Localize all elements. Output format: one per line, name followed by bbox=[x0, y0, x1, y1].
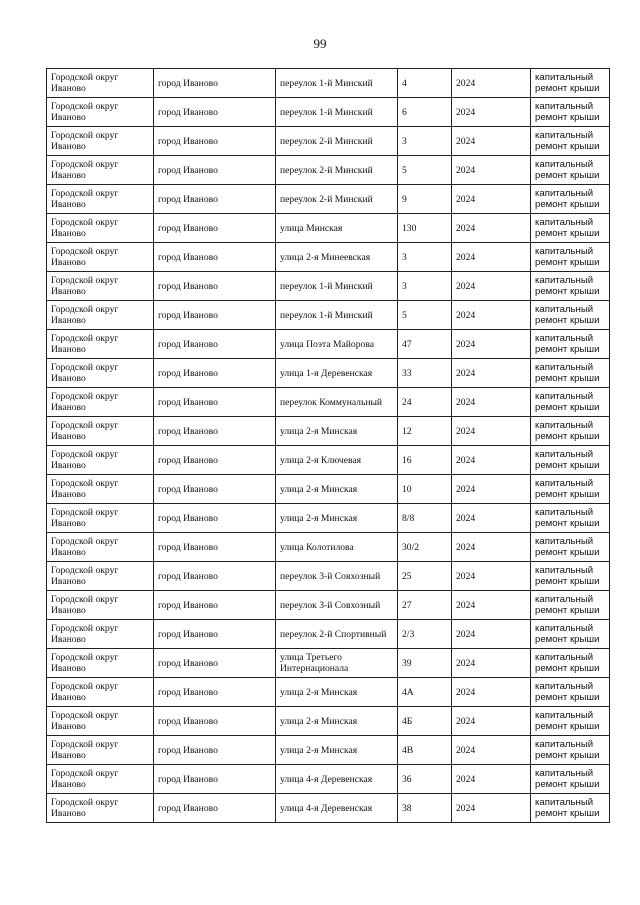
work-type-cell: капитальный ремонт крыши bbox=[531, 417, 610, 446]
city-cell: город Иваново bbox=[154, 243, 276, 272]
house-number-cell: 4 bbox=[398, 69, 452, 98]
year-cell: 2024 bbox=[452, 417, 531, 446]
street-cell: переулок 1-й Минский bbox=[276, 69, 398, 98]
table-row bbox=[47, 301, 610, 330]
house-number-cell: 47 bbox=[398, 330, 452, 359]
work-type-cell: капитальный ремонт крыши bbox=[531, 533, 610, 562]
year-cell: 2024 bbox=[452, 562, 531, 591]
house-number-cell: 39 bbox=[398, 649, 452, 678]
municipality-cell: Городской округ Иваново bbox=[47, 475, 154, 504]
repair-schedule-table bbox=[46, 68, 610, 823]
city-cell: город Иваново bbox=[154, 707, 276, 736]
work-type-cell: капитальный ремонт крыши bbox=[531, 678, 610, 707]
work-type-cell: капитальный ремонт крыши bbox=[531, 446, 610, 475]
table-row bbox=[47, 533, 610, 562]
municipality-cell: Городской округ Иваново bbox=[47, 533, 154, 562]
city-cell: город Иваново bbox=[154, 533, 276, 562]
municipality-cell: Городской округ Иваново bbox=[47, 98, 154, 127]
city-cell: город Иваново bbox=[154, 156, 276, 185]
year-cell: 2024 bbox=[452, 388, 531, 417]
house-number-cell: 130 bbox=[398, 214, 452, 243]
table-row bbox=[47, 69, 610, 98]
year-cell: 2024 bbox=[452, 736, 531, 765]
city-cell: город Иваново bbox=[154, 417, 276, 446]
street-cell: улица Поэта Майорова bbox=[276, 330, 398, 359]
work-type-cell: капитальный ремонт крыши bbox=[531, 98, 610, 127]
street-cell: переулок 1-й Минский bbox=[276, 272, 398, 301]
municipality-cell: Городской округ Иваново bbox=[47, 562, 154, 591]
municipality-cell: Городской округ Иваново bbox=[47, 620, 154, 649]
municipality-cell: Городской округ Иваново bbox=[47, 417, 154, 446]
work-type-cell: капитальный ремонт крыши bbox=[531, 272, 610, 301]
house-number-cell: 9 bbox=[398, 185, 452, 214]
year-cell: 2024 bbox=[452, 707, 531, 736]
house-number-cell: 3 bbox=[398, 243, 452, 272]
year-cell: 2024 bbox=[452, 649, 531, 678]
city-cell: город Иваново bbox=[154, 388, 276, 417]
municipality-cell: Городской округ Иваново bbox=[47, 591, 154, 620]
house-number-cell: 33 bbox=[398, 359, 452, 388]
work-type-cell: капитальный ремонт крыши bbox=[531, 794, 610, 823]
work-type-cell: капитальный ремонт крыши bbox=[531, 620, 610, 649]
table-row bbox=[47, 446, 610, 475]
street-cell: переулок 1-й Минский bbox=[276, 98, 398, 127]
city-cell: город Иваново bbox=[154, 504, 276, 533]
year-cell: 2024 bbox=[452, 533, 531, 562]
year-cell: 2024 bbox=[452, 185, 531, 214]
work-type-cell: капитальный ремонт крыши bbox=[531, 562, 610, 591]
city-cell: город Иваново bbox=[154, 69, 276, 98]
street-cell: переулок 3-й Совхозный bbox=[276, 562, 398, 591]
house-number-cell: 2/3 bbox=[398, 620, 452, 649]
city-cell: город Иваново bbox=[154, 272, 276, 301]
city-cell: город Иваново bbox=[154, 330, 276, 359]
municipality-cell: Городской округ Иваново bbox=[47, 69, 154, 98]
city-cell: город Иваново bbox=[154, 98, 276, 127]
table-row bbox=[47, 243, 610, 272]
house-number-cell: 38 bbox=[398, 794, 452, 823]
work-type-cell: капитальный ремонт крыши bbox=[531, 504, 610, 533]
city-cell: город Иваново bbox=[154, 736, 276, 765]
work-type-cell: капитальный ремонт крыши bbox=[531, 765, 610, 794]
street-cell: улица 2-я Минская bbox=[276, 475, 398, 504]
city-cell: город Иваново bbox=[154, 446, 276, 475]
year-cell: 2024 bbox=[452, 504, 531, 533]
work-type-cell: капитальный ремонт крыши bbox=[531, 707, 610, 736]
house-number-cell: 8/8 bbox=[398, 504, 452, 533]
year-cell: 2024 bbox=[452, 243, 531, 272]
municipality-cell: Городской округ Иваново bbox=[47, 504, 154, 533]
city-cell: город Иваново bbox=[154, 794, 276, 823]
city-cell: город Иваново bbox=[154, 301, 276, 330]
work-type-cell: капитальный ремонт крыши bbox=[531, 69, 610, 98]
table-row bbox=[47, 678, 610, 707]
municipality-cell: Городской округ Иваново bbox=[47, 765, 154, 794]
municipality-cell: Городской округ Иваново bbox=[47, 185, 154, 214]
street-cell: улица 4-я Деревенская bbox=[276, 794, 398, 823]
house-number-cell: 10 bbox=[398, 475, 452, 504]
city-cell: город Иваново bbox=[154, 359, 276, 388]
house-number-cell: 3 bbox=[398, 272, 452, 301]
street-cell: улица Минская bbox=[276, 214, 398, 243]
table-row bbox=[47, 765, 610, 794]
house-number-cell: 36 bbox=[398, 765, 452, 794]
page-number: 99 bbox=[313, 36, 327, 51]
house-number-cell: 5 bbox=[398, 301, 452, 330]
year-cell: 2024 bbox=[452, 475, 531, 504]
work-type-cell: капитальный ремонт крыши bbox=[531, 330, 610, 359]
city-cell: город Иваново bbox=[154, 562, 276, 591]
municipality-cell: Городской округ Иваново bbox=[47, 707, 154, 736]
street-cell: улица 2-я Ключевая bbox=[276, 446, 398, 475]
year-cell: 2024 bbox=[452, 794, 531, 823]
city-cell: город Иваново bbox=[154, 214, 276, 243]
table-row bbox=[47, 185, 610, 214]
house-number-cell: 24 bbox=[398, 388, 452, 417]
year-cell: 2024 bbox=[452, 301, 531, 330]
house-number-cell: 25 bbox=[398, 562, 452, 591]
city-cell: город Иваново bbox=[154, 678, 276, 707]
city-cell: город Иваново bbox=[154, 591, 276, 620]
year-cell: 2024 bbox=[452, 69, 531, 98]
table-row bbox=[47, 388, 610, 417]
work-type-cell: капитальный ремонт крыши bbox=[531, 475, 610, 504]
year-cell: 2024 bbox=[452, 272, 531, 301]
table-row bbox=[47, 359, 610, 388]
work-type-cell: капитальный ремонт крыши bbox=[531, 243, 610, 272]
work-type-cell: капитальный ремонт крыши bbox=[531, 388, 610, 417]
city-cell: город Иваново bbox=[154, 765, 276, 794]
table-row bbox=[47, 98, 610, 127]
municipality-cell: Городской округ Иваново bbox=[47, 156, 154, 185]
work-type-cell: капитальный ремонт крыши bbox=[531, 127, 610, 156]
city-cell: город Иваново bbox=[154, 185, 276, 214]
city-cell: город Иваново bbox=[154, 620, 276, 649]
street-cell: улица 2-я Минская bbox=[276, 707, 398, 736]
year-cell: 2024 bbox=[452, 620, 531, 649]
house-number-cell: 4Б bbox=[398, 707, 452, 736]
table-row bbox=[47, 272, 610, 301]
street-cell: улица 4-я Деревенская bbox=[276, 765, 398, 794]
table-row bbox=[47, 504, 610, 533]
work-type-cell: капитальный ремонт крыши bbox=[531, 214, 610, 243]
street-cell: улица 2-я Минеевская bbox=[276, 243, 398, 272]
table-row bbox=[47, 736, 610, 765]
house-number-cell: 4А bbox=[398, 678, 452, 707]
table-row bbox=[47, 127, 610, 156]
municipality-cell: Городской округ Иваново bbox=[47, 794, 154, 823]
year-cell: 2024 bbox=[452, 330, 531, 359]
work-type-cell: капитальный ремонт крыши bbox=[531, 736, 610, 765]
year-cell: 2024 bbox=[452, 127, 531, 156]
year-cell: 2024 bbox=[452, 156, 531, 185]
work-type-cell: капитальный ремонт крыши bbox=[531, 359, 610, 388]
municipality-cell: Городской округ Иваново bbox=[47, 388, 154, 417]
table-row bbox=[47, 794, 610, 823]
table-row bbox=[47, 707, 610, 736]
house-number-cell: 6 bbox=[398, 98, 452, 127]
table-row bbox=[47, 620, 610, 649]
table-row bbox=[47, 649, 610, 678]
street-cell: переулок 2-й Минский bbox=[276, 156, 398, 185]
municipality-cell: Городской округ Иваново bbox=[47, 678, 154, 707]
municipality-cell: Городской округ Иваново bbox=[47, 301, 154, 330]
municipality-cell: Городской округ Иваново bbox=[47, 214, 154, 243]
house-number-cell: 30/2 bbox=[398, 533, 452, 562]
work-type-cell: капитальный ремонт крыши bbox=[531, 649, 610, 678]
table-row bbox=[47, 591, 610, 620]
street-cell: улица 2-я Минская bbox=[276, 417, 398, 446]
house-number-cell: 5 bbox=[398, 156, 452, 185]
house-number-cell: 3 bbox=[398, 127, 452, 156]
street-cell: переулок 2-й Минский bbox=[276, 185, 398, 214]
street-cell: переулок 2-й Спортивный bbox=[276, 620, 398, 649]
street-cell: переулок Коммунальный bbox=[276, 388, 398, 417]
table-row bbox=[47, 156, 610, 185]
municipality-cell: Городской округ Иваново bbox=[47, 736, 154, 765]
year-cell: 2024 bbox=[452, 446, 531, 475]
table-row bbox=[47, 417, 610, 446]
work-type-cell: капитальный ремонт крыши bbox=[531, 185, 610, 214]
work-type-cell: капитальный ремонт крыши bbox=[531, 591, 610, 620]
street-cell: улица 1-я Деревенская bbox=[276, 359, 398, 388]
street-cell: улица 2-я Минская bbox=[276, 678, 398, 707]
year-cell: 2024 bbox=[452, 678, 531, 707]
table-body bbox=[47, 69, 610, 823]
year-cell: 2024 bbox=[452, 214, 531, 243]
year-cell: 2024 bbox=[452, 765, 531, 794]
year-cell: 2024 bbox=[452, 359, 531, 388]
table-row bbox=[47, 330, 610, 359]
municipality-cell: Городской округ Иваново bbox=[47, 330, 154, 359]
street-cell: улица Колотилова bbox=[276, 533, 398, 562]
work-type-cell: капитальный ремонт крыши bbox=[531, 156, 610, 185]
house-number-cell: 4В bbox=[398, 736, 452, 765]
city-cell: город Иваново bbox=[154, 475, 276, 504]
table-row bbox=[47, 562, 610, 591]
municipality-cell: Городской округ Иваново bbox=[47, 446, 154, 475]
municipality-cell: Городской округ Иваново bbox=[47, 649, 154, 678]
city-cell: город Иваново bbox=[154, 649, 276, 678]
municipality-cell: Городской округ Иваново bbox=[47, 127, 154, 156]
house-number-cell: 16 bbox=[398, 446, 452, 475]
street-cell: улица 2-я Минская bbox=[276, 736, 398, 765]
street-cell: переулок 1-й Минский bbox=[276, 301, 398, 330]
table-row bbox=[47, 475, 610, 504]
street-cell: улица Третьего Интернационала bbox=[276, 649, 398, 678]
street-cell: переулок 2-й Минский bbox=[276, 127, 398, 156]
year-cell: 2024 bbox=[452, 98, 531, 127]
house-number-cell: 12 bbox=[398, 417, 452, 446]
house-number-cell: 27 bbox=[398, 591, 452, 620]
municipality-cell: Городской округ Иваново bbox=[47, 243, 154, 272]
table-row bbox=[47, 214, 610, 243]
street-cell: улица 2-я Минская bbox=[276, 504, 398, 533]
work-type-cell: капитальный ремонт крыши bbox=[531, 301, 610, 330]
year-cell: 2024 bbox=[452, 591, 531, 620]
municipality-cell: Городской округ Иваново bbox=[47, 359, 154, 388]
street-cell: переулок 3-й Совхозный bbox=[276, 591, 398, 620]
municipality-cell: Городской округ Иваново bbox=[47, 272, 154, 301]
city-cell: город Иваново bbox=[154, 127, 276, 156]
